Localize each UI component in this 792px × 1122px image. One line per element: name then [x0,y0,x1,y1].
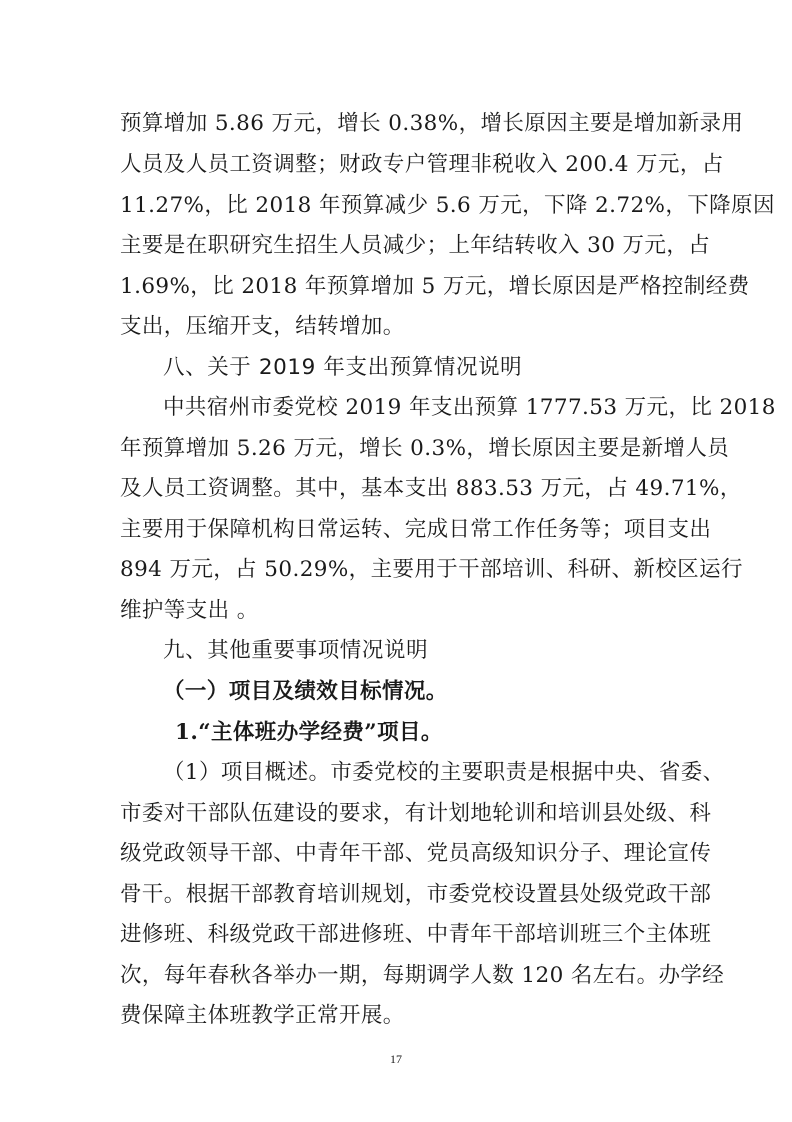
paragraph-line: 人员及人员工资调整；财政专户管理非税收入 200.4 万元，占 [120,152,724,177]
paragraph-line: 年预算增加 5.26 万元，增长 0.3%，增长原因主要是新增人员 [120,436,730,461]
paragraph-line: （1）项目概述。市委党校的主要职责是根据中央、省委、 [163,760,725,785]
section-heading-8: 八、关于 2019 年支出预算情况说明 [163,355,523,380]
subsection-heading: （一）项目及绩效目标情况。 [163,679,448,704]
paragraph-line: 进修班、科级党政干部进修班、中青年干部培训班三个主体班 [120,922,712,947]
paragraph-line: 市委对干部队伍建设的要求，有计划地轮训和培训县处级、科 [120,801,712,826]
paragraph-line: 主要用于保障机构日常运转、完成日常工作任务等；项目支出 [120,517,712,542]
section-heading-9: 九、其他重要事项情况说明 [163,638,429,663]
paragraph-line: 骨干。根据干部教育培训规划，市委党校设置县处级党政干部 [120,882,712,907]
page-number: 17 [390,1052,402,1066]
item-heading: 1.“主体班办学经费”项目。 [175,720,443,745]
paragraph-line: 中共宿州市委党校 2019 年支出预算 1777.53 万元，比 2018 [163,395,776,420]
paragraph-line: 及人员工资调整。其中，基本支出 883.53 万元，占 49.71%， [120,476,742,501]
paragraph-line: 费保障主体班教学正常开展。 [120,1003,405,1028]
paragraph-line: 级党政领导干部、中青年干部、党员高级知识分子、理论宣传 [120,841,712,866]
paragraph-line: 11.27%，比 2018 年预算减少 5.6 万元，下降 2.72%，下降原因 [120,193,775,218]
paragraph-line: 维护等支出 。 [120,598,259,623]
paragraph-line: 次，每年春秋各举办一期，每期调学人数 120 名左右。办学经 [120,963,725,988]
paragraph-line: 主要是在职研究生招生人员减少；上年结转收入 30 万元，占 [120,233,711,258]
paragraph-line: 支出，压缩开支，结转增加。 [120,314,405,339]
paragraph-line: 894 万元，占 50.29%，主要用于干部培训、科研、新校区运行 [120,557,743,582]
paragraph-line: 预算增加 5.86 万元，增长 0.38%，增长原因主要是增加新录用 [120,111,744,136]
paragraph-line: 1.69%，比 2018 年预算增加 5 万元，增长原因是严格控制经费 [120,274,750,299]
